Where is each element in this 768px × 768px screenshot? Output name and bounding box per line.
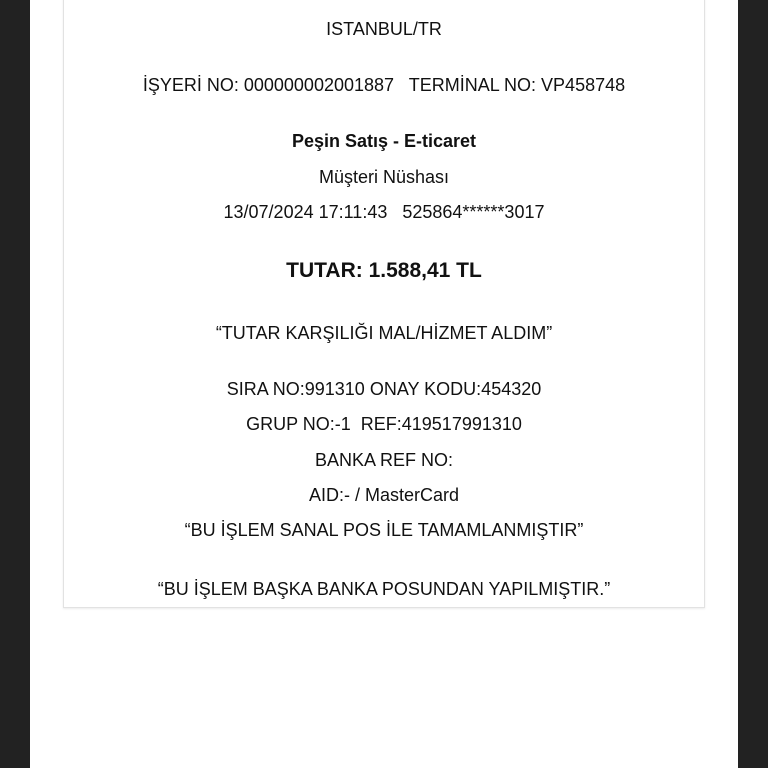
acknowledgement: “TUTAR KARŞILIĞI MAL/HİZMET ALDIM” bbox=[215, 323, 553, 343]
group-ref: GRUP NO:-1 REF:419517991310 bbox=[246, 414, 522, 434]
other-bank-note: “BU İŞLEM BAŞKA BANKA POSUNDAN YAPILMIŞTIR.” bbox=[157, 579, 611, 599]
city: ISTANBUL/TR bbox=[326, 19, 442, 39]
datetime-card-number: 13/07/2024 17:11:43 525864******3017 bbox=[223, 202, 545, 222]
sequence-approval: SIRA NO:991310 ONAY KODU:454320 bbox=[226, 379, 542, 399]
receipt-card bbox=[63, 0, 705, 608]
aid-brand: AID:- / MasterCard bbox=[308, 485, 460, 505]
merchant-terminal-numbers: İŞYERİ NO: 000000002001887 TERMİNAL NO: VP458748 bbox=[142, 75, 626, 95]
document-page bbox=[30, 0, 738, 768]
amount: TUTAR: 1.588,41 TL bbox=[286, 259, 482, 282]
bank-ref: BANKA REF NO: bbox=[314, 450, 454, 470]
transaction-type: Peşin Satış - E-ticaret bbox=[291, 131, 477, 151]
copy-type: Müşteri Nüshası bbox=[318, 167, 450, 187]
virtual-pos-note: “BU İŞLEM SANAL POS İLE TAMAMLANMIŞTIR” bbox=[184, 520, 584, 540]
